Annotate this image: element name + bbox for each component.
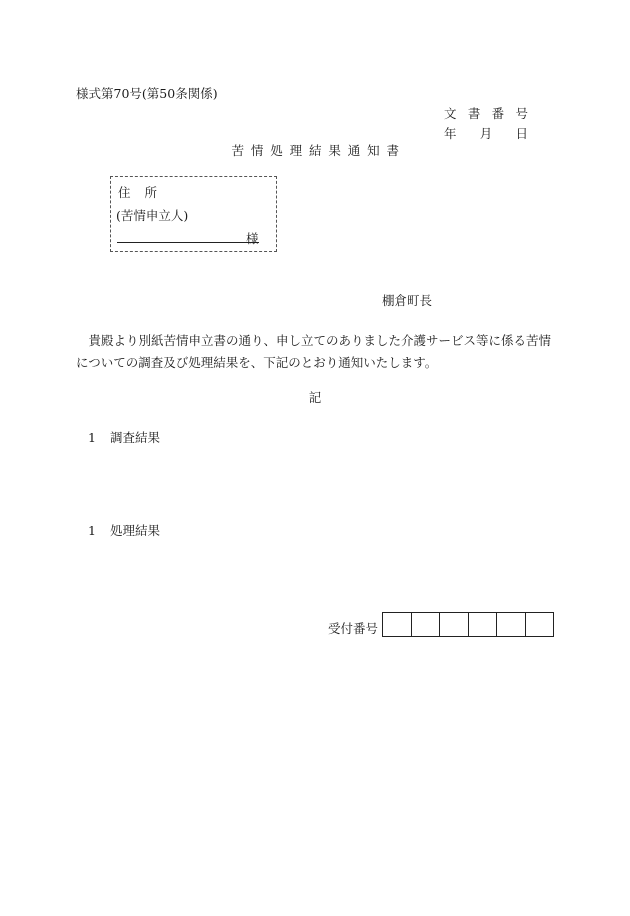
receipt-cell — [382, 612, 412, 637]
doc-number-char: 書 — [467, 106, 481, 121]
section-investigation-result — [88, 428, 160, 446]
section-number: 1 — [88, 523, 96, 538]
receipt-cell — [496, 612, 526, 637]
section-processing-result — [88, 521, 160, 539]
date-year-label: 年 — [444, 126, 457, 141]
doc-number-char: 番 — [491, 106, 505, 121]
document-title: 苦情処理結果通知書 — [231, 143, 406, 158]
receipt-cell — [525, 612, 555, 637]
section-number: 1 — [88, 430, 96, 445]
section-label: 調査結果 — [109, 430, 160, 445]
issuer-name: 棚倉町長 — [382, 293, 433, 308]
address-label-char: 住 — [118, 185, 131, 200]
date-day-label: 日 — [515, 126, 528, 141]
ki-heading: 記 — [308, 390, 322, 405]
body-text: 貴殿より別紙苦情申立書の通り、申し立てのありました介護サービス等に係る苦情についての調査及び処理結果を、下記のとおり通知いたします。 — [76, 333, 552, 370]
name-underline — [117, 226, 259, 243]
address-label-char: 所 — [144, 185, 158, 200]
form-number: 様式第70号(第50条関係) — [76, 86, 218, 101]
complainant-label: (苦情申立人) — [116, 208, 189, 223]
section-label: 処理結果 — [109, 523, 160, 538]
address-label — [118, 183, 157, 201]
honorific: 様 — [246, 231, 259, 246]
receipt-number-boxes — [382, 612, 554, 637]
receipt-number-label: 受付番号 — [328, 621, 379, 636]
document-meta — [444, 104, 528, 144]
receipt-cell — [439, 612, 469, 637]
receipt-cell — [468, 612, 498, 637]
document-number-row — [444, 104, 528, 124]
date-month-label: 月 — [479, 126, 493, 141]
receipt-cell — [411, 612, 441, 637]
doc-number-char: 文 — [444, 106, 457, 121]
doc-number-char: 号 — [515, 106, 528, 121]
